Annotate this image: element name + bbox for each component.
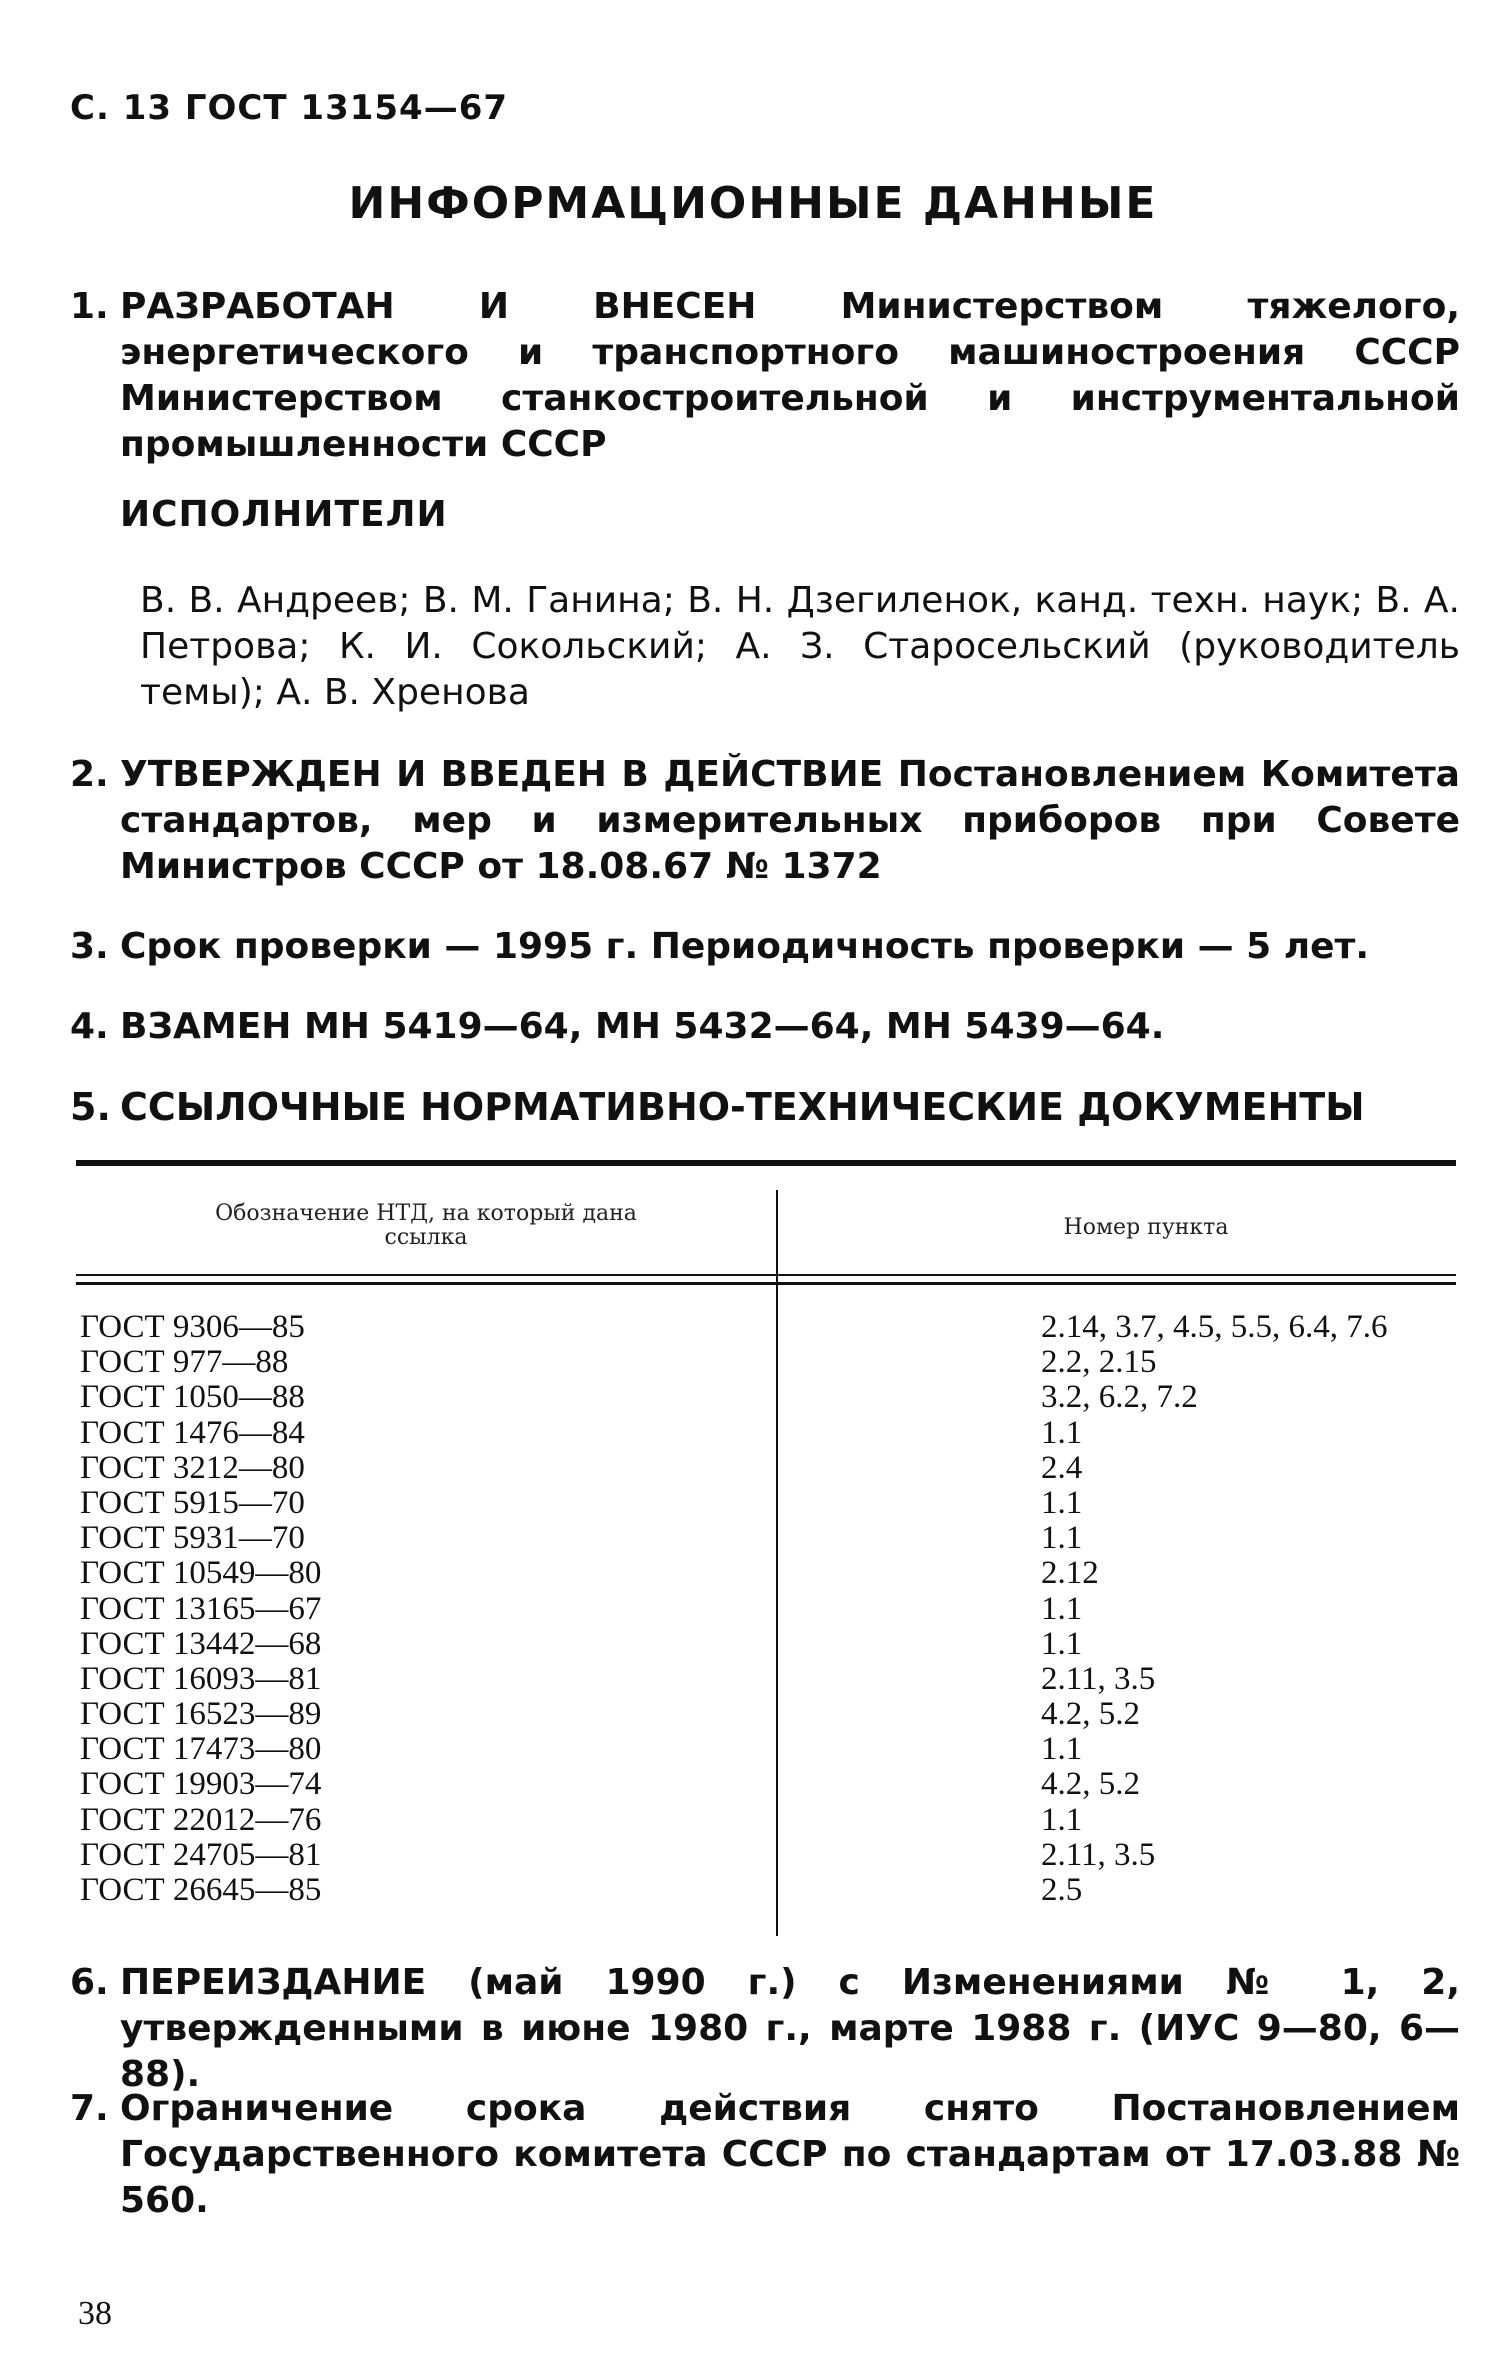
table-row-document: ГОСТ 17473—80	[80, 1731, 322, 1768]
table-row-clause: 2.5	[1041, 1872, 1083, 1908]
page-header: С. 13 ГОСТ 13154—67	[70, 88, 509, 128]
table-top-rule	[76, 1160, 1456, 1166]
section-6-number: 6.	[70, 1962, 109, 2003]
page-number: 38	[78, 2295, 112, 2332]
table-row-clause: 2.11, 3.5	[1041, 1660, 1156, 1697]
section-5-number: 5.	[70, 1085, 111, 1129]
section-5	[70, 1084, 1460, 1130]
section-6	[70, 1960, 1460, 2095]
table-row-document: ГОСТ 5915—70	[80, 1484, 305, 1521]
table-row-clause: 2.2, 2.15	[1041, 1344, 1157, 1381]
table-row-document: ГОСТ 22012—76	[80, 1801, 322, 1838]
table-row-document: ГОСТ 977—88	[80, 1344, 289, 1381]
table-row-clause: 1.1	[1041, 1520, 1083, 1557]
section-7-text: Ограничение срока действия снято Постановлением Государственного комитета СССР по стандартам от 17.03.88 № 560.	[120, 2088, 1460, 2221]
table-row-clause: 1.1	[1041, 1801, 1083, 1838]
table-row-document: ГОСТ 13165—67	[80, 1590, 322, 1627]
section-1	[70, 284, 1460, 465]
reference-table	[76, 1160, 1456, 1940]
table-header-document: Обозначение НТД, на который дана ссылка	[215, 1201, 637, 1250]
section-2-lead: УТВЕРЖДЕН И ВВЕДЕН В ДЕЙСТВИЕ	[120, 754, 884, 795]
section-4-number: 4.	[70, 1006, 109, 1047]
section-6-text: ПЕРЕИЗДАНИЕ (май 1990 г.) с Изменениями № 1, 2, утвержденными в июне 1980 г., марте 1988 г. (ИУС 9—80, 6—88).	[120, 1962, 1460, 2095]
section-4	[70, 1004, 1460, 1050]
section-4-text: ВЗАМЕН МН 5419—64, МН 5432—64, МН 5439—64.	[120, 1006, 1165, 1047]
table-row-clause: 1.1	[1041, 1731, 1083, 1768]
section-7-number: 7.	[70, 2088, 109, 2129]
table-header-clause: Номер пункта	[1063, 1215, 1229, 1240]
table-row-document: ГОСТ 16523—89	[80, 1696, 322, 1733]
section-5-text: ССЫЛОЧНЫЕ НОРМАТИВНО-ТЕХНИЧЕСКИЕ ДОКУМЕНТЫ	[120, 1085, 1365, 1129]
table-row-document: ГОСТ 10549—80	[80, 1555, 322, 1592]
table-row-document: ГОСТ 19903—74	[80, 1766, 322, 1803]
table-row-clause: 2.14, 3.7, 4.5, 5.5, 6.4, 7.6	[1041, 1309, 1388, 1345]
table-column-divider	[776, 1190, 778, 1936]
table-row-document: ГОСТ 5931—70	[80, 1520, 305, 1557]
section-1-text: Министерством тяжелого, энергетического и транспортного машиностроения СССР Министерством станкостроительной и инструментальной промышленности СССР	[120, 286, 1460, 465]
table-row-clause: 4.2, 5.2	[1041, 1696, 1140, 1733]
table-row-clause: 3.2, 6.2, 7.2	[1041, 1379, 1198, 1416]
table-row-document: ГОСТ 1050—88	[80, 1379, 305, 1416]
section-2-number: 2.	[70, 754, 109, 795]
table-header-rule-2	[76, 1282, 1456, 1285]
table-row-clause: 4.2, 5.2	[1041, 1766, 1140, 1803]
section-1-lead: РАЗРАБОТАН И ВНЕСЕН	[120, 286, 757, 327]
section-2-body	[120, 752, 1460, 890]
section-3	[70, 924, 1460, 970]
table-row-document: ГОСТ 1476—84	[80, 1414, 305, 1451]
section-2	[70, 752, 1460, 887]
page-title: ИНФОРМАЦИОННЫЕ ДАННЫЕ	[348, 178, 1158, 229]
section-7	[70, 2086, 1460, 2221]
table-row-document: ГОСТ 16093—81	[80, 1660, 322, 1697]
section-1-number: 1.	[70, 286, 109, 327]
table-row-clause: 1.1	[1041, 1625, 1083, 1662]
performers-list: В. В. Андреев; В. М. Ганина; В. Н. Дзегиленок, канд. техн. наук; В. А. Петрова; К. И. Сокольский; А. З. Старосельский (руководитель темы); А. В. Хренова	[140, 580, 1460, 713]
section-2-text: Постановлением Комитета стандартов, мер и измерительных приборов при Совете Министров СССР от 18.08.67 № 1372	[120, 754, 1460, 887]
table-row-document: ГОСТ 26645—85	[80, 1872, 322, 1908]
section-3-text: Срок проверки — 1995 г. Периодичность проверки — 5 лет.	[120, 926, 1370, 967]
table-row-clause: 2.4	[1041, 1449, 1083, 1486]
table-row-document: ГОСТ 13442—68	[80, 1625, 322, 1662]
table-document-column	[80, 1310, 760, 1908]
table-row-document: ГОСТ 24705—81	[80, 1836, 322, 1873]
table-row-clause: 2.12	[1041, 1555, 1099, 1592]
table-header-rule	[76, 1274, 1456, 1276]
table-row-clause: 2.11, 3.5	[1041, 1836, 1156, 1873]
section-3-number: 3.	[70, 926, 109, 967]
table-row-clause: 1.1	[1041, 1484, 1083, 1521]
table-row-document: ГОСТ 9306—85	[80, 1309, 305, 1345]
section-1-body	[120, 284, 1460, 468]
performers-heading: ИСПОЛНИТЕЛИ	[120, 494, 448, 535]
table-row-document: ГОСТ 3212—80	[80, 1449, 305, 1486]
table-row-clause: 1.1	[1041, 1414, 1083, 1451]
table-row-clause: 1.1	[1041, 1590, 1083, 1627]
table-clause-column	[1041, 1310, 1451, 1908]
